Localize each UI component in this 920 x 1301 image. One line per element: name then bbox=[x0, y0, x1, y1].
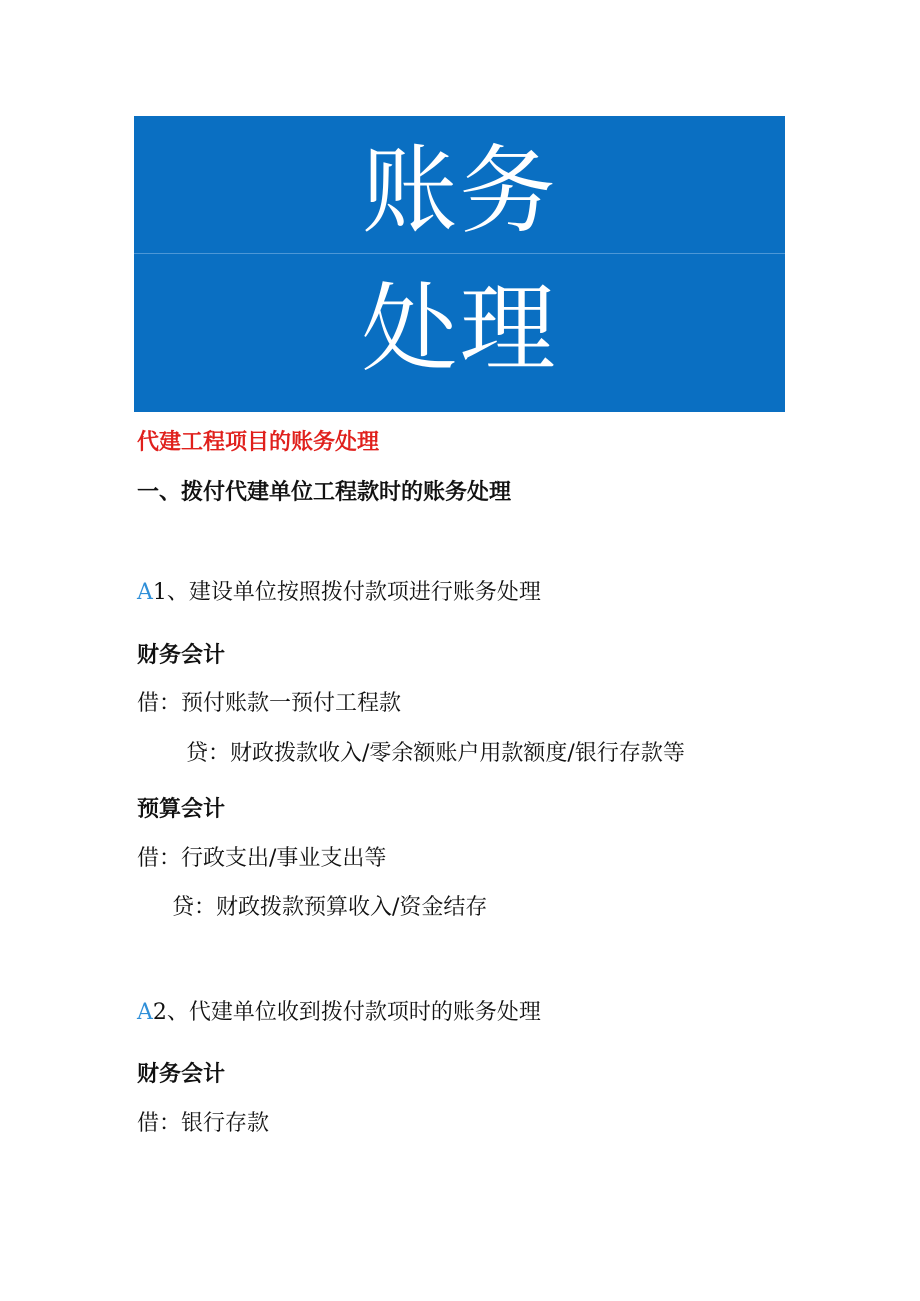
item-1-marker: A bbox=[137, 580, 153, 605]
financial-debit-1: 借：预付账款一预付工程款 bbox=[137, 691, 402, 716]
item-1-text: 、建设单位按照拨付款项进行账务处理 bbox=[166, 580, 541, 605]
budget-credit-1: 贷：财政拨款预算收入/资金结存 bbox=[172, 895, 488, 920]
banner-line-2: 处理 bbox=[361, 273, 558, 385]
financial-credit-1: 贷：财政拨款收入/零余额账户用款额度/银行存款等 bbox=[186, 741, 685, 766]
banner-line-1: 账务 bbox=[361, 135, 558, 247]
banner-divider bbox=[134, 253, 785, 254]
financial-accounting-label-2: 财务会计 bbox=[137, 1062, 226, 1087]
item-2-heading bbox=[137, 999, 541, 1027]
section-1-heading: 一、拨付代建单位工程款时的账务处理 bbox=[137, 480, 512, 505]
document-title: 代建工程项目的账务处理 bbox=[137, 430, 380, 455]
item-1-heading bbox=[137, 579, 541, 607]
title-banner bbox=[134, 116, 785, 412]
item-2-marker: A bbox=[137, 1000, 153, 1025]
item-2-text: 、代建单位收到拨付款项时的账务处理 bbox=[166, 1000, 541, 1025]
budget-accounting-label-1: 预算会计 bbox=[137, 797, 226, 822]
item-1-number: 1 bbox=[152, 580, 167, 605]
budget-debit-1: 借：行政支出/事业支出等 bbox=[137, 846, 387, 871]
financial-debit-2: 借：银行存款 bbox=[137, 1111, 270, 1136]
financial-accounting-label-1: 财务会计 bbox=[137, 643, 226, 668]
item-2-number: 2 bbox=[152, 1000, 167, 1025]
